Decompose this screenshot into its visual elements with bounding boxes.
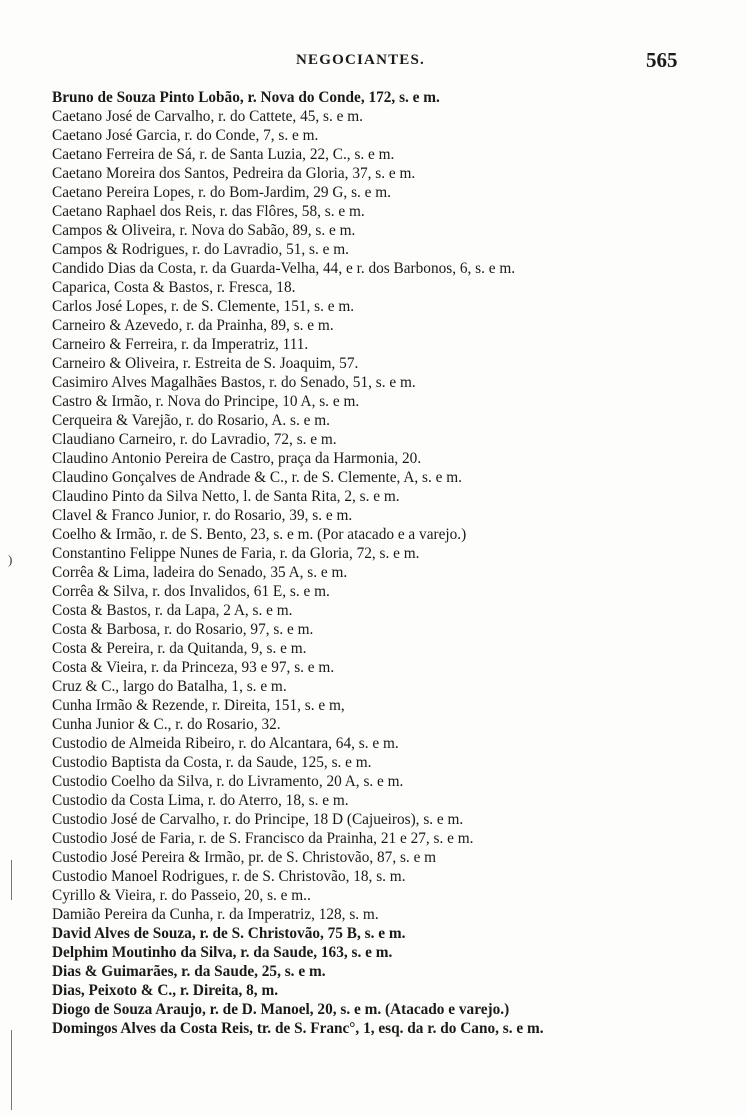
list-item: Dias & Guimarães, r. da Saude, 25, s. e m.: [52, 963, 326, 980]
list-item: Caparica, Costa & Bastos, r. Fresca, 18.: [52, 279, 296, 296]
list-item: Constantino Felippe Nunes de Faria, r. da Gloria, 72, s. e m.: [52, 545, 420, 562]
list-item: Custodio da Costa Lima, r. do Aterro, 18, s. e m.: [52, 792, 349, 809]
list-item: Cunha Irmão & Rezende, r. Direita, 151, s. e m,: [52, 697, 345, 714]
list-item: Cunha Junior & C., r. do Rosario, 32.: [52, 716, 281, 733]
list-item: Caetano Pereira Lopes, r. do Bom-Jardim, 29 G, s. e m.: [52, 184, 392, 201]
list-item: Carneiro & Azevedo, r. da Prainha, 89, s. e m.: [52, 317, 334, 334]
list-item: Campos & Rodrigues, r. do Lavradio, 51, s. e m.: [52, 241, 349, 258]
page-number: 565: [646, 48, 678, 72]
list-item: Cerqueira & Varejão, r. do Rosario, A. s. e m.: [52, 412, 330, 429]
list-item: Claudiano Carneiro, r. do Lavradio, 72, s. e m.: [52, 431, 337, 448]
list-item: Caetano Ferreira de Sá, r. de Santa Luzia, 22, C., s. e m.: [52, 146, 395, 163]
list-item: Carlos José Lopes, r. de S. Clemente, 151, s. e m.: [52, 298, 355, 315]
list-item: Custodio Baptista da Costa, r. da Saude, 125, s. e m.: [52, 754, 372, 771]
list-item: Campos & Oliveira, r. Nova do Sabão, 89, s. e m.: [52, 222, 356, 239]
margin-bracket: ): [8, 552, 13, 567]
list-item: Damião Pereira da Cunha, r. da Imperatriz, 128, s. m.: [52, 906, 379, 923]
list-item: Custodio José Pereira & Irmão, pr. de S. Christovão, 87, s. e m: [52, 849, 437, 866]
list-item: Diogo de Souza Araujo, r. de D. Manoel, 20, s. e m. (Atacado e varejo.): [52, 1001, 510, 1018]
list-item: Caetano Moreira dos Santos, Pedreira da Gloria, 37, s. e m.: [52, 165, 416, 182]
page-header: [0, 48, 747, 76]
list-item: Coelho & Irmão, r. de S. Bento, 23, s. e m. (Por atacado e a varejo.): [52, 526, 467, 543]
list-item: Casimiro Alves Magalhães Bastos, r. do Senado, 51, s. e m.: [52, 374, 416, 391]
list-item: Corrêa & Silva, r. dos Invalidos, 61 E, s. e m.: [52, 583, 330, 600]
list-item: Claudino Pinto da Silva Netto, l. de Santa Rita, 2, s. e m.: [52, 488, 400, 505]
list-item: Custodio Manoel Rodrigues, r. de S. Christovão, 18, s. m.: [52, 868, 406, 885]
list-item: Claudino Gonçalves de Andrade & C., r. de S. Clemente, A, s. e m.: [52, 469, 462, 486]
list-item: Costa & Bastos, r. da Lapa, 2 A, s. e m.: [52, 602, 293, 619]
list-item: Caetano José Garcia, r. do Conde, 7, s. e m.: [52, 127, 319, 144]
list-item: Castro & Irmão, r. Nova do Principe, 10 A, s. e m.: [52, 393, 360, 410]
list-item: Custodio de Almeida Ribeiro, r. do Alcantara, 64, s. e m.: [52, 735, 399, 752]
merchant-list: [52, 88, 732, 1038]
list-item: Clavel & Franco Junior, r. do Rosario, 39, s. e m.: [52, 507, 353, 524]
list-item: Costa & Pereira, r. da Quitanda, 9, s. e m.: [52, 640, 307, 657]
list-item: Dias, Peixoto & C., r. Direita, 8, m.: [52, 982, 279, 999]
list-item: Caetano Raphael dos Reis, r. das Flôres, 58, s. e m.: [52, 203, 365, 220]
list-item: Costa & Barbosa, r. do Rosario, 97, s. e m.: [52, 621, 314, 638]
list-item: Claudino Antonio Pereira de Castro, praça da Harmonia, 20.: [52, 450, 422, 467]
page-title: NEGOCIANTES.: [296, 52, 426, 68]
list-item: Bruno de Souza Pinto Lobão, r. Nova do Conde, 172, s. e m.: [52, 89, 440, 106]
list-item: Carneiro & Ferreira, r. da Imperatriz, 111.: [52, 336, 309, 353]
list-item: Candido Dias da Costa, r. da Guarda-Velha, 44, e r. dos Barbonos, 6, s. e m.: [52, 260, 516, 277]
list-item: David Alves de Souza, r. de S. Christovão, 75 B, s. e m.: [52, 925, 406, 942]
list-item: Custodio José de Faria, r. de S. Francisco da Prainha, 21 e 27, s. e m.: [52, 830, 474, 847]
list-item: Custodio Coelho da Silva, r. do Livramento, 20 A, s. e m.: [52, 773, 404, 790]
margin-rule-upper: [11, 860, 12, 900]
list-item: Caetano José de Carvalho, r. do Cattete, 45, s. e m.: [52, 108, 363, 125]
list-item: Costa & Vieira, r. da Princeza, 93 e 97, s. e m.: [52, 659, 335, 676]
list-item: Corrêa & Lima, ladeira do Senado, 35 A, s. e m.: [52, 564, 348, 581]
margin-rule-lower: [11, 1030, 12, 1110]
list-item: Carneiro & Oliveira, r. Estreita de S. Joaquim, 57.: [52, 355, 359, 372]
list-item: Cruz & C., largo do Batalha, 1, s. e m.: [52, 678, 287, 695]
list-item: Custodio José de Carvalho, r. do Principe, 18 D (Cajueiros), s. e m.: [52, 811, 464, 828]
list-item: Domingos Alves da Costa Reis, tr. de S. Franc°, 1, esq. da r. do Cano, s. e m.: [52, 1020, 544, 1037]
list-item: Cyrillo & Vieira, r. do Passeio, 20, s. e m..: [52, 887, 311, 904]
list-item: Delphim Moutinho da Silva, r. da Saude, 163, s. e m.: [52, 944, 393, 961]
